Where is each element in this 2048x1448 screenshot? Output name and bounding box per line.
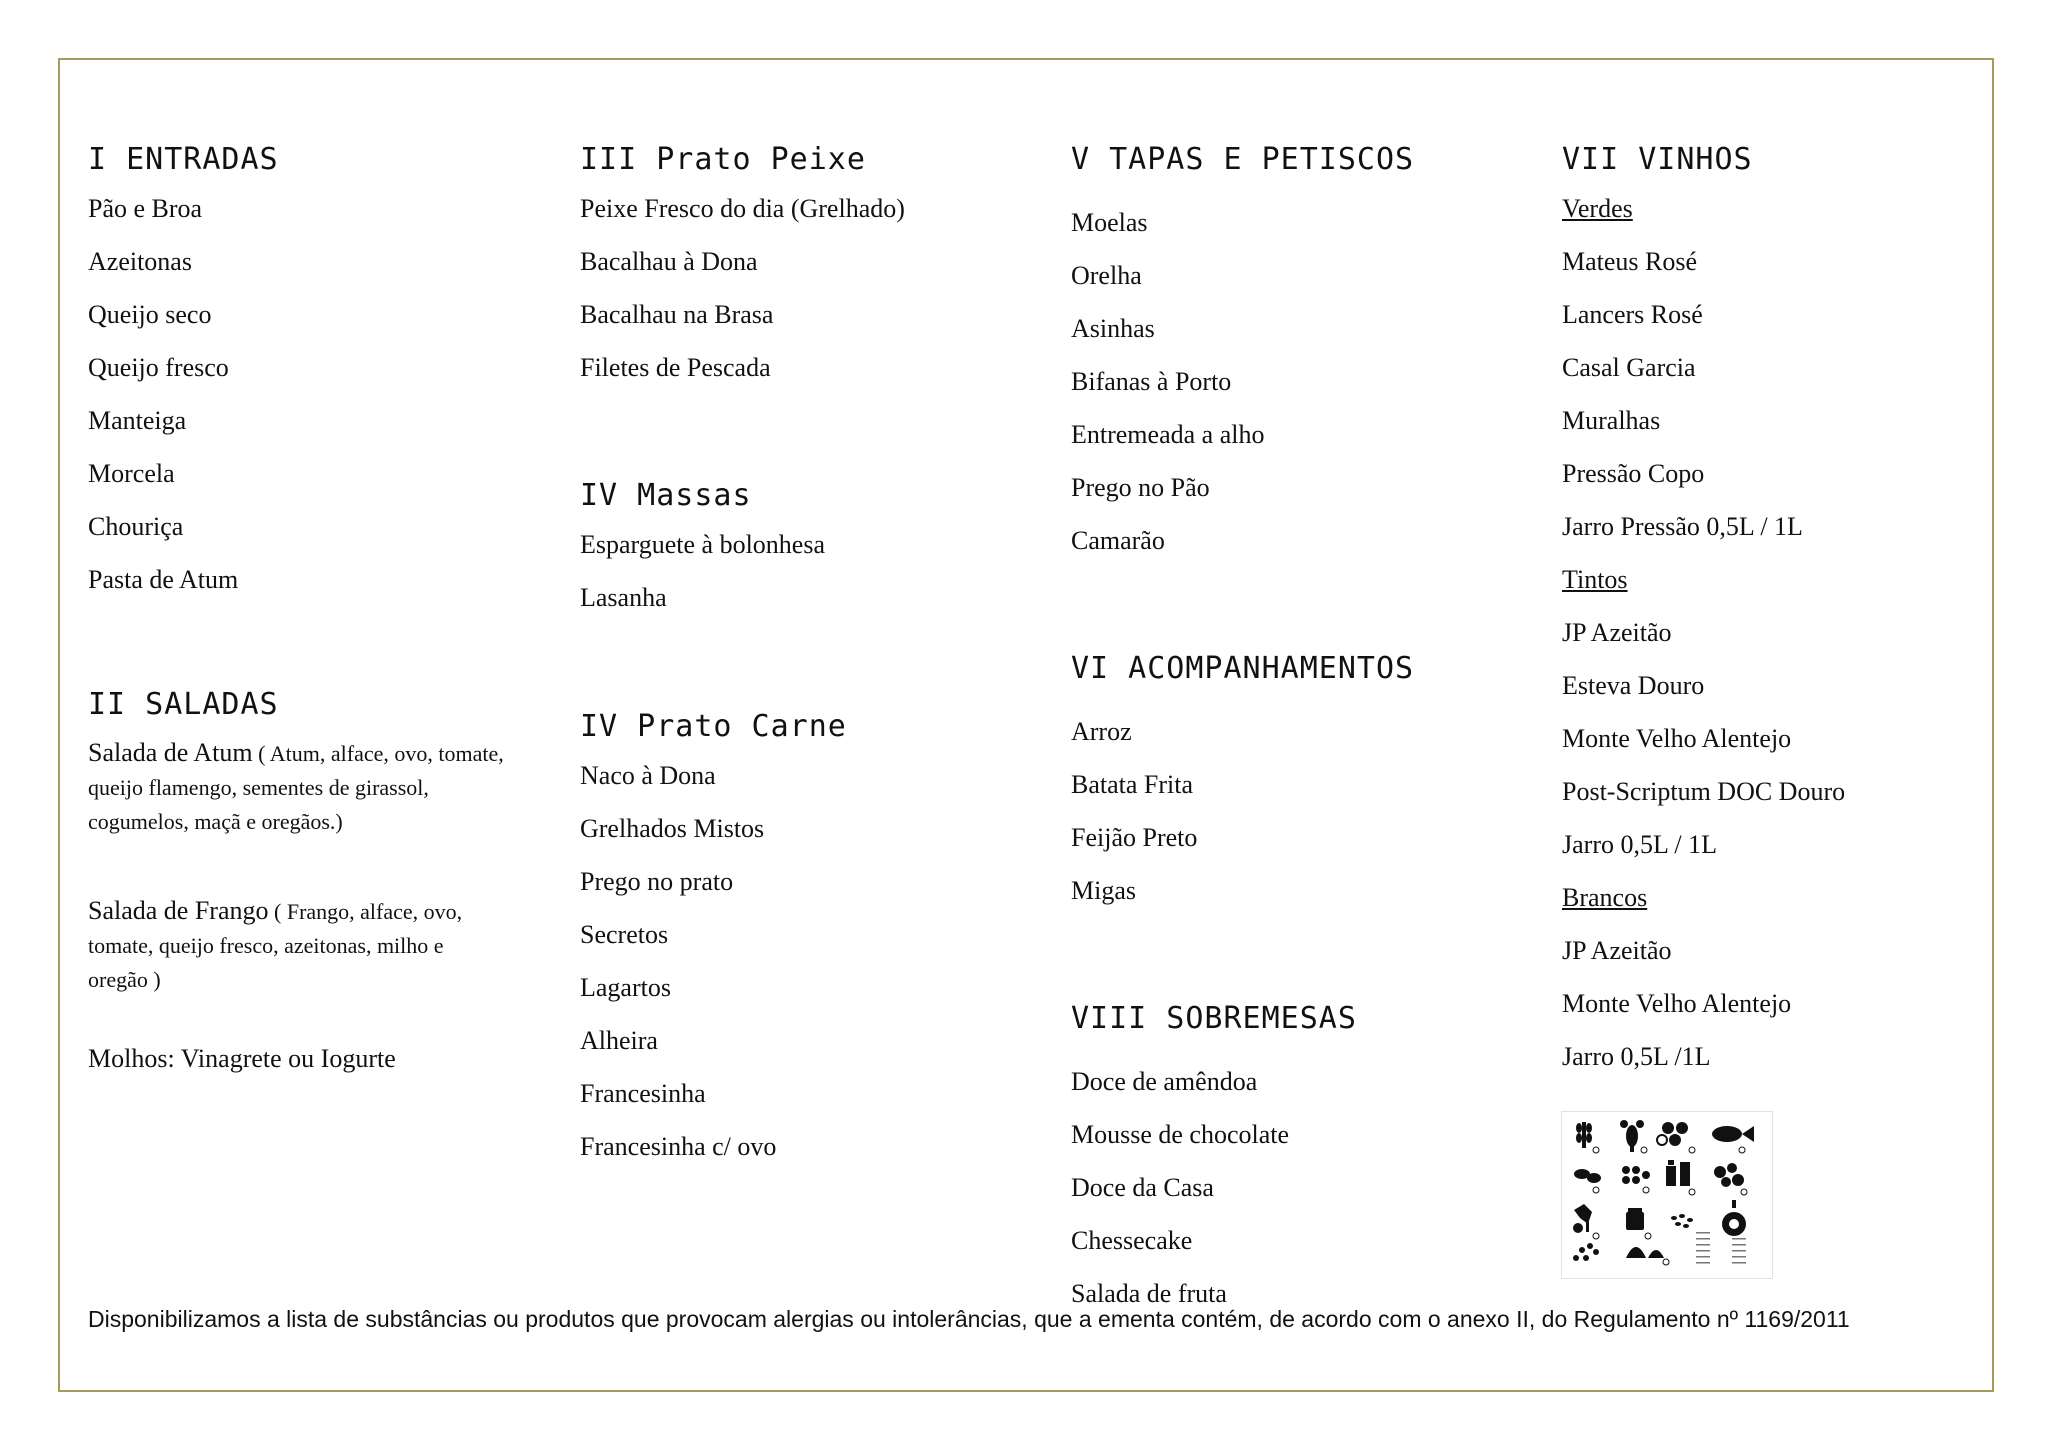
menu-item: Francesinha c/ ovo [580, 1132, 777, 1161]
menu-item: Esteva Douro [1562, 671, 1705, 700]
section-title-massas: IV Massas [580, 478, 752, 513]
menu-item: Monte Velho Alentejo [1562, 724, 1792, 753]
menu-item: Muralhas [1562, 406, 1661, 435]
menu-item: Jarro 0,5L /1L [1562, 1042, 1711, 1071]
menu-item: Naco à Dona [580, 761, 716, 790]
menu-item: Casal Garcia [1562, 353, 1696, 382]
eggs-icon [1657, 1122, 1695, 1153]
column-4 [1562, 140, 2032, 1093]
lupin-icon [1573, 1243, 1599, 1261]
menu-item: Doce de amêndoa [1071, 1067, 1258, 1096]
menu-item: Bacalhau na Brasa [580, 300, 774, 329]
section-title-acompanhamentos: VI ACOMPANHAMENTOS [1071, 651, 1415, 686]
column-2 [580, 140, 1050, 1183]
menu-item: Queijo fresco [88, 353, 229, 382]
menu-item: Prego no prato [580, 867, 734, 896]
subheading-tintos: Tintos [1562, 565, 1628, 594]
allergen-notice: Disponibilizamos a lista de substâncias ou produtos que provocam alergias ou intolerâncias, que a ementa contém, de acordo com o anexo II, do Regulamento nº 1169/2011 [88, 1306, 1850, 1332]
section-title-sobremesas: VIII SOBREMESAS [1071, 1001, 1357, 1036]
menu-item: Post-Scriptum DOC Douro [1562, 777, 1846, 806]
menu-item: Camarão [1071, 526, 1165, 555]
menu-item: Migas [1071, 876, 1136, 905]
milk-icon [1666, 1160, 1695, 1195]
salada-frango [88, 895, 508, 998]
column-1 [88, 140, 558, 1095]
menu-item: Mateus Rosé [1562, 247, 1698, 276]
menu-item: Azeitonas [88, 247, 192, 276]
section-title-vinhos: VII VINHOS [1562, 142, 1753, 177]
salada-frango-desc: ( Frango, alface, ovo, tomate, queijo fresco, azeitonas, milho e oregão ) [88, 899, 463, 992]
menu-item: Secretos [580, 920, 669, 949]
sulphites-icon [1722, 1200, 1746, 1236]
menu-item: Arroz [1071, 717, 1132, 746]
salada-atum-desc: ( Atum, alface, ovo, tomate, queijo flamengo, sementes de girassol, cogumelos, maçã e oregãos.) [88, 741, 504, 834]
menu-item: Francesinha [580, 1079, 706, 1108]
menu-item: Filetes de Pescada [580, 353, 771, 382]
menu-item: Monte Velho Alentejo [1562, 989, 1792, 1018]
subheading-brancos: Brancos [1562, 883, 1648, 912]
menu-item: Lagartos [580, 973, 671, 1002]
mustard-icon [1626, 1208, 1651, 1239]
menu-item: Pão e Broa [88, 194, 203, 223]
molluscs-icon [1626, 1247, 1669, 1265]
salada-atum-name: Salada de Atum [88, 738, 253, 767]
subheading-verdes: Verdes [1562, 194, 1633, 223]
menu-item: Pressão Copo [1562, 459, 1705, 488]
section-title-peixe: III Prato Peixe [580, 142, 866, 177]
fish-icon [1712, 1126, 1754, 1153]
menu-item: Batata Frita [1071, 770, 1194, 799]
menu-item: Prego no Pão [1071, 473, 1210, 502]
menu-item: Pasta de Atum [88, 565, 239, 594]
salada-frango-name: Salada de Frango [88, 896, 269, 925]
menu-item: Queijo seco [88, 300, 212, 329]
menu-item: Feijão Preto [1071, 823, 1198, 852]
menu-item: Chouriça [88, 512, 184, 541]
menu-item: Alheira [580, 1026, 658, 1055]
menu-item: JP Azeitão [1562, 936, 1672, 965]
menu-item: Manteiga [88, 406, 187, 435]
menu-item: Doce da Casa [1071, 1173, 1214, 1202]
celery-icon [1573, 1204, 1599, 1239]
salada-atum [88, 737, 508, 840]
menu-item: Chessecake [1071, 1226, 1193, 1255]
menu-item: Esparguete à bolonhesa [580, 530, 825, 559]
menu-item: Asinhas [1071, 314, 1155, 343]
menu-item: Mousse de chocolate [1071, 1120, 1290, 1149]
gluten-icon [1576, 1122, 1599, 1153]
menu-item: Bifanas à Porto [1071, 367, 1232, 396]
section-title-saladas: II SALADAS [88, 687, 279, 722]
section-title-tapas: V TAPAS E PETISCOS [1071, 142, 1415, 177]
column-3 [1071, 140, 1541, 1330]
menu-item: Grelhados Mistos [580, 814, 765, 843]
allergen-chart [1561, 1111, 1773, 1279]
soy-icon [1622, 1166, 1650, 1193]
peanuts-icon [1574, 1169, 1601, 1193]
menu-item: Bacalhau à Dona [580, 247, 758, 276]
molhos-note: Molhos: Vinagrete ou Iogurte [88, 1044, 396, 1073]
nuts-icon [1714, 1163, 1747, 1195]
menu-item: Morcela [88, 459, 175, 488]
section-title-carne: IV Prato Carne [580, 709, 847, 744]
sesame-icon [1671, 1214, 1693, 1228]
allergen-legend [1696, 1232, 1746, 1264]
crustaceans-icon [1620, 1120, 1647, 1153]
menu-item: Moelas [1071, 208, 1148, 237]
menu-item: Lasanha [580, 583, 667, 612]
menu-item: Salada de fruta [1071, 1279, 1227, 1308]
entradas-list [88, 192, 558, 616]
menu-item: JP Azeitão [1562, 618, 1672, 647]
menu-item: Jarro Pressão 0,5L / 1L [1562, 512, 1803, 541]
menu-item: Jarro 0,5L / 1L [1562, 830, 1717, 859]
menu-item: Orelha [1071, 261, 1142, 290]
menu-item: Peixe Fresco do dia (Grelhado) [580, 194, 905, 223]
menu-item: Lancers Rosé [1562, 300, 1703, 329]
menu-item: Entremeada a alho [1071, 420, 1265, 449]
section-title-entradas: I ENTRADAS [88, 142, 279, 177]
